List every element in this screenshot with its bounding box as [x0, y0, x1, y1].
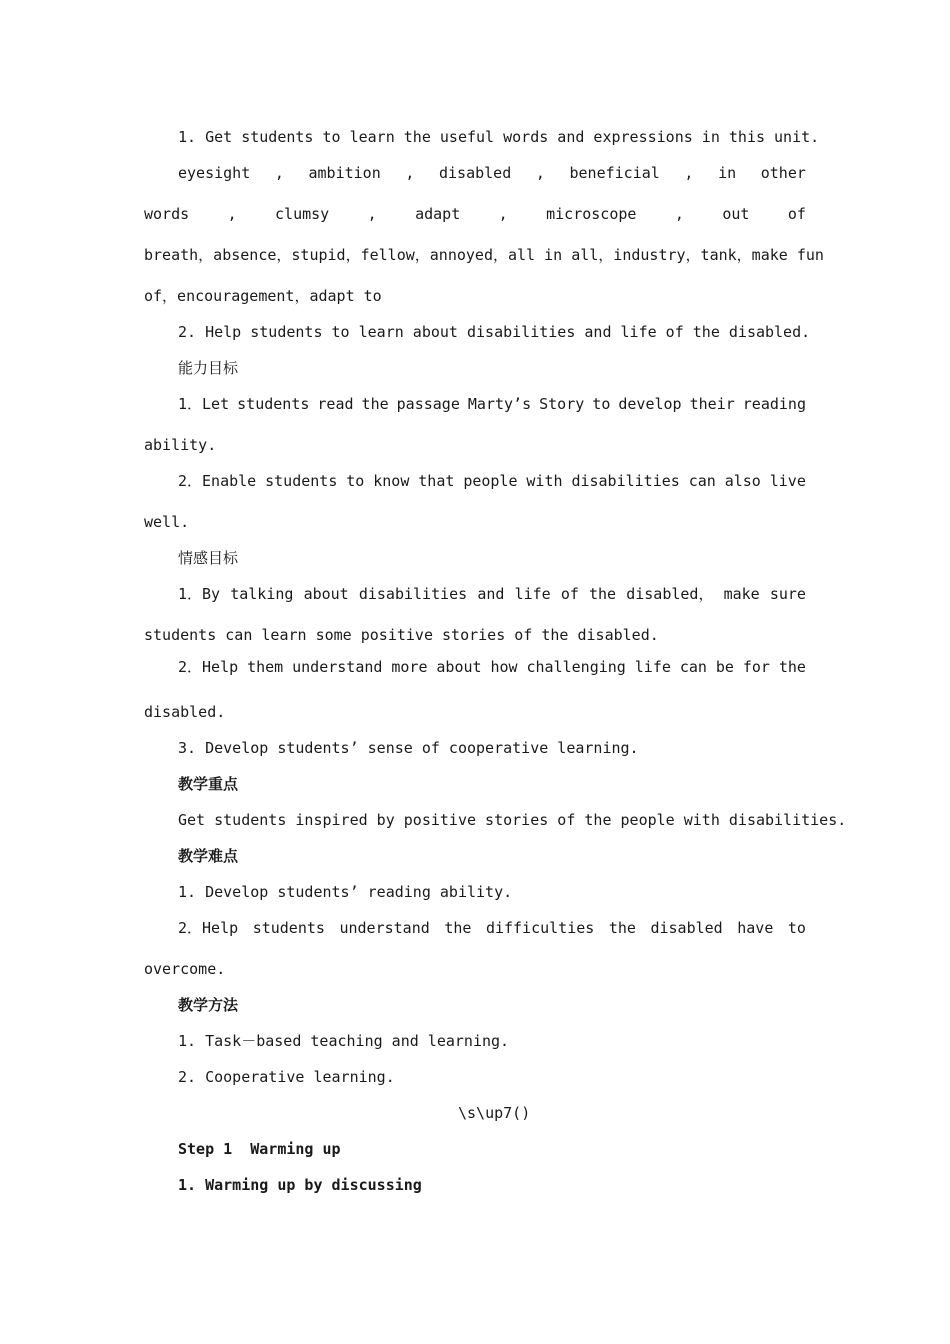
word: students [265, 472, 338, 490]
word: , [274, 164, 284, 182]
word: difficulties [485, 919, 595, 937]
word: 1．Let [178, 395, 230, 413]
word: of [787, 205, 806, 223]
word: 2．Enable [178, 472, 257, 490]
word: , [498, 205, 508, 223]
difficulty-heading: 教学难点 [178, 847, 239, 865]
word: and [477, 585, 505, 603]
word: life [634, 658, 671, 676]
word: life [514, 585, 551, 603]
word: of [560, 585, 579, 603]
vocab-row-2 [144, 204, 806, 224]
word: be [715, 658, 734, 676]
word: that [418, 472, 455, 490]
word: them [247, 658, 284, 676]
ability-item-2-row-1 [178, 471, 806, 491]
word: the [589, 585, 617, 603]
word: students [237, 395, 310, 413]
word: sure [769, 585, 806, 603]
word: develop [618, 395, 682, 413]
word: eyesight [178, 164, 251, 182]
knowledge-item-2: 2. Help students to learn about disabilities and life of the disabled. [178, 323, 811, 341]
word: can [679, 658, 707, 676]
word: out [722, 205, 750, 223]
word: Story [539, 395, 585, 413]
word: disabilities [358, 585, 468, 603]
word: the [608, 919, 636, 937]
word: 2．Help [178, 919, 239, 937]
word: the [444, 919, 472, 937]
word: in [718, 164, 737, 182]
word: 2．Help [178, 658, 239, 676]
word: know [373, 472, 410, 490]
word: how [490, 658, 518, 676]
difficulty-item-1: 1. Develop students’ reading ability. [178, 883, 513, 901]
word: about [303, 585, 349, 603]
step-1-title: Step 1 Warming up [178, 1140, 341, 1158]
word: the [778, 658, 806, 676]
word: for [742, 658, 770, 676]
word: about [436, 658, 482, 676]
word: disabled [439, 164, 512, 182]
word: disabled [650, 919, 723, 937]
method-heading: 教学方法 [178, 996, 239, 1014]
word: disabilities [571, 472, 680, 490]
ability-item-1-row-2: ability. [144, 436, 217, 454]
method-item-2: 2. Cooperative learning. [178, 1068, 395, 1086]
method-item-1: 1. Task－based teaching and learning. [178, 1032, 510, 1050]
word: reading [742, 395, 806, 413]
word: adapt [415, 205, 461, 223]
field-code: \s\up7() [458, 1104, 531, 1122]
word: , [535, 164, 545, 182]
word: , [405, 164, 415, 182]
word: to [592, 395, 611, 413]
emotion-heading: 情感目标 [178, 549, 239, 567]
word: read [317, 395, 354, 413]
word: their [689, 395, 735, 413]
word: the [361, 395, 389, 413]
ability-heading: 能力目标 [178, 359, 239, 377]
word: understand [292, 658, 383, 676]
emotion-item-2-row-1 [178, 657, 806, 677]
ability-item-2-row-2: well. [144, 513, 190, 531]
word: , [674, 205, 684, 223]
emotion-item-2-row-2: disabled. [144, 703, 226, 721]
word: also [724, 472, 761, 490]
key-point-text: Get students inspired by positive stories of the people with disabilities. [178, 811, 847, 829]
word: to [787, 919, 806, 937]
vocab-row-1 [178, 163, 806, 183]
word: students [252, 919, 325, 937]
word: , [367, 205, 377, 223]
emotion-item-3: 3. Develop students’ sense of cooperative learning. [178, 739, 639, 757]
word: words [144, 205, 190, 223]
emotion-item-1-row-2: students can learn some positive stories of the disabled. [144, 626, 659, 644]
word: talking [230, 585, 294, 603]
word: ambition [308, 164, 381, 182]
word: can [688, 472, 716, 490]
word: to [346, 472, 365, 490]
difficulty-item-2-row-2: overcome. [144, 960, 226, 978]
knowledge-item-1: 1. Get students to learn the useful words and expressions in this unit. [178, 128, 820, 146]
word: people [463, 472, 518, 490]
word: , [684, 164, 694, 182]
word: understand [339, 919, 430, 937]
word: beneficial [569, 164, 660, 182]
word: clumsy [275, 205, 330, 223]
word: Marty’s [467, 395, 532, 413]
word: make [723, 585, 760, 603]
word: , [227, 205, 237, 223]
word: live [769, 472, 806, 490]
word: other [760, 164, 806, 182]
word: challenging [526, 658, 626, 676]
word: more [391, 658, 428, 676]
word: passage [396, 395, 460, 413]
ability-item-1-row-1 [178, 394, 806, 414]
key-point-heading: 教学重点 [178, 775, 239, 793]
difficulty-item-2-row-1 [178, 918, 806, 938]
word: with [526, 472, 563, 490]
word: disabled， [626, 585, 714, 603]
word: 1．By [178, 585, 221, 603]
vocab-row-3: breath，absence，stupid，fellow，annoyed，all in all，industry，tank，make fun [144, 246, 824, 264]
word: have [737, 919, 774, 937]
vocab-row-4: of，encouragement，adapt to [144, 287, 382, 305]
step-1-sub-1: 1. Warming up by discussing [178, 1176, 422, 1194]
word: microscope [546, 205, 637, 223]
emotion-item-1-row-1 [178, 584, 806, 604]
